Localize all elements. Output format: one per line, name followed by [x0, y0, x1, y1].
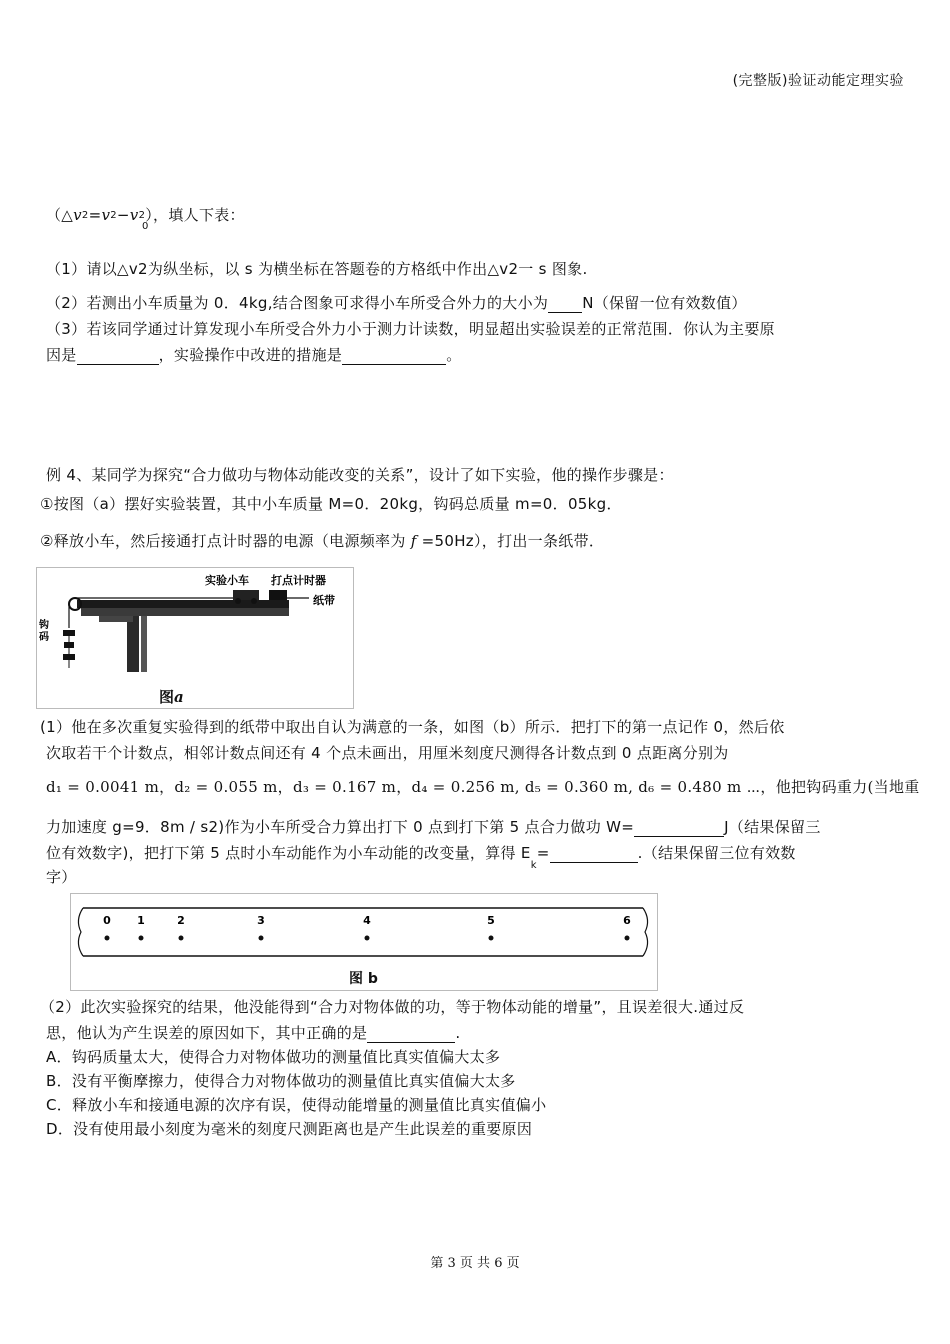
hook-weight-1 [63, 630, 75, 636]
tape-point-label: 0 [103, 914, 111, 927]
formula-eq: = [88, 206, 102, 224]
option-b: B．没有平衡摩擦力，使得合力对物体做功的测量值比真实值偏大太多 [46, 1072, 516, 1090]
q1-work-text: 力加速度 g=9．8m / s2)作为小车所受合力算出打下 0 点到打下第 5 点合力做功 W= [46, 818, 635, 836]
q3-part3-measure-label: ，实验操作中改进的措施是 [158, 346, 343, 364]
answer-blank-ek[interactable] [550, 846, 638, 863]
tape-point-dot [259, 936, 264, 941]
q3-part3-reason-label: 因是 [46, 346, 77, 364]
formula-sup3: 2 [138, 210, 146, 221]
figure-a-caption [159, 686, 184, 707]
apparatus-drawing [37, 568, 353, 708]
table-leg-left [127, 616, 139, 672]
example4-intro: 例 4、某同学为探究“合力做功与物体动能改变的关系”，设计了如下实验，他的操作步骤是： [46, 466, 674, 484]
tape-point-dot [365, 936, 370, 941]
answer-blank-reason-choice[interactable] [367, 1026, 455, 1043]
label-hook-char2: 码 [39, 632, 49, 643]
q3-part2-unit: N（保留一位有效数值） [582, 294, 747, 312]
q1-line4 [46, 816, 821, 837]
q3-part3-line1: （3）若该同学通过计算发现小车所受合外力小于测力计读数，明显超出实验误差的正常范围．你认为主要原 [46, 320, 775, 338]
caption-a-prefix: 图 [159, 688, 175, 706]
formula-minus: − [116, 206, 130, 224]
answer-blank-force[interactable] [548, 296, 582, 313]
formula-open: （△ [46, 206, 74, 224]
formula-v2: v [101, 206, 111, 224]
q3-part3-end: 。 [446, 346, 462, 364]
tape-point-dot [179, 936, 184, 941]
formula-close: ），填人下表： [145, 206, 245, 224]
step2-text: ②释放小车，然后接通打点计时器的电源（电源频率为 [40, 532, 406, 550]
q1-work-unit: J（结果保留三 [724, 818, 821, 836]
figure-b-tape [70, 893, 658, 991]
document-header-title: (完整版)验证动能定理实验 [732, 73, 904, 89]
figure-a-apparatus [36, 567, 354, 709]
example4-step2 [40, 530, 604, 551]
q1-distances: d₁ = 0.0041 m，d₂ = 0.055 m，d₃ = 0.167 m，d₄ = 0.256 m, d₅ = 0.360 m, d₆ = 0.480 m ⋯，他把钩码重力(当地重 [46, 778, 920, 796]
label-timer: 打点计时器 [271, 574, 326, 587]
figure-b-caption: 图 b [349, 971, 378, 987]
q3-part1: （1）请以△v2为纵坐标，以 s 为横坐标在答题卷的方格纸中作出△v2一 s 图象. [46, 260, 588, 278]
tape-point-label: 1 [137, 914, 145, 927]
q2-text: 思，他认为产生误差的原因如下，其中正确的是 [46, 1024, 368, 1042]
q1-line2: 次取若干个计数点，相邻计数点间还有 4 个点未画出，用厘米刻度尺测得各计数点到 0 点距离分别为 [46, 744, 729, 762]
tape-point-label: 2 [177, 914, 185, 927]
formula-sup2: 2 [110, 210, 117, 221]
label-hook-char1: 钩 [39, 620, 49, 631]
tape-point-dot [105, 936, 110, 941]
table-edge [81, 608, 289, 616]
answer-blank-work[interactable] [634, 820, 724, 837]
option-a: A．钩码质量太大，使得合力对物体做功的测量值比真实值偏大太多 [46, 1048, 501, 1066]
q1-line6: 字） [46, 868, 77, 886]
q1-ek-note: .（结果保留三位有效数 [637, 844, 796, 862]
label-car: 实验小车 [205, 574, 249, 587]
formula-v0: v [129, 206, 139, 224]
q2-line1: （2）此次实验探究的结果，他没能得到“合力对物体做的功，等于物体动能的增量”，且误差很大.通过反 [40, 998, 745, 1016]
example4-step1: ①按图（a）摆好实验装置，其中小车质量 M=0．20kg，钩码总质量 m=0．05kg． [40, 495, 622, 513]
tape-point-label: 3 [257, 914, 265, 927]
formula-subscript-zero: 0 [142, 221, 149, 232]
q1-ek-text: 位有效数字)，把打下第 5 点时小车动能作为小车动能的改变量，算得 E [46, 844, 531, 862]
option-d: D．没有使用最小刻度为毫米的刻度尺测距离也是产生此误差的重要原因 [46, 1120, 533, 1138]
option-c: C．释放小车和接通电源的次序有误，使得动能增量的测量值比真实值偏小 [46, 1096, 547, 1114]
q1-line1: (1）他在多次重复实验得到的纸带中取出自认为满意的一条，如图（b）所示．把打下的第一点记作 0，然后依 [40, 718, 785, 736]
step2-frequency-symbol: f [410, 532, 417, 550]
answer-blank-measure[interactable] [342, 348, 446, 365]
q1-ek-eq: = [536, 844, 550, 862]
page-footer: 第 3 页 共 6 页 [430, 1256, 520, 1271]
timer [269, 590, 287, 600]
label-tape: 纸带 [313, 594, 335, 607]
q3-part2-text: （2）若测出小车质量为 0．4kg,结合图象可求得小车所受合外力的大小为 [46, 294, 549, 312]
tape-point-dot [489, 936, 494, 941]
tape-point-label: 6 [623, 914, 631, 927]
q3-part2 [46, 292, 747, 313]
q2-line2 [46, 1022, 460, 1043]
table-top [77, 600, 289, 608]
formula-sup: 2 [81, 210, 89, 221]
tape-points [103, 914, 631, 941]
tape-point-label: 5 [487, 914, 495, 927]
caption-a-letter: a [174, 688, 184, 706]
q3-part3-line2 [46, 344, 462, 365]
step2-text-end: =50Hz），打出一条纸带． [421, 532, 605, 550]
answer-blank-reason[interactable] [77, 348, 159, 365]
tape-point-dot [625, 936, 630, 941]
tape-point-dot [139, 936, 144, 941]
q2-end: . [455, 1024, 461, 1042]
q1-ek-sub: k [530, 860, 537, 871]
q1-line5 [46, 842, 796, 871]
tape-point-label: 4 [363, 914, 371, 927]
formula-v: v [73, 206, 82, 224]
